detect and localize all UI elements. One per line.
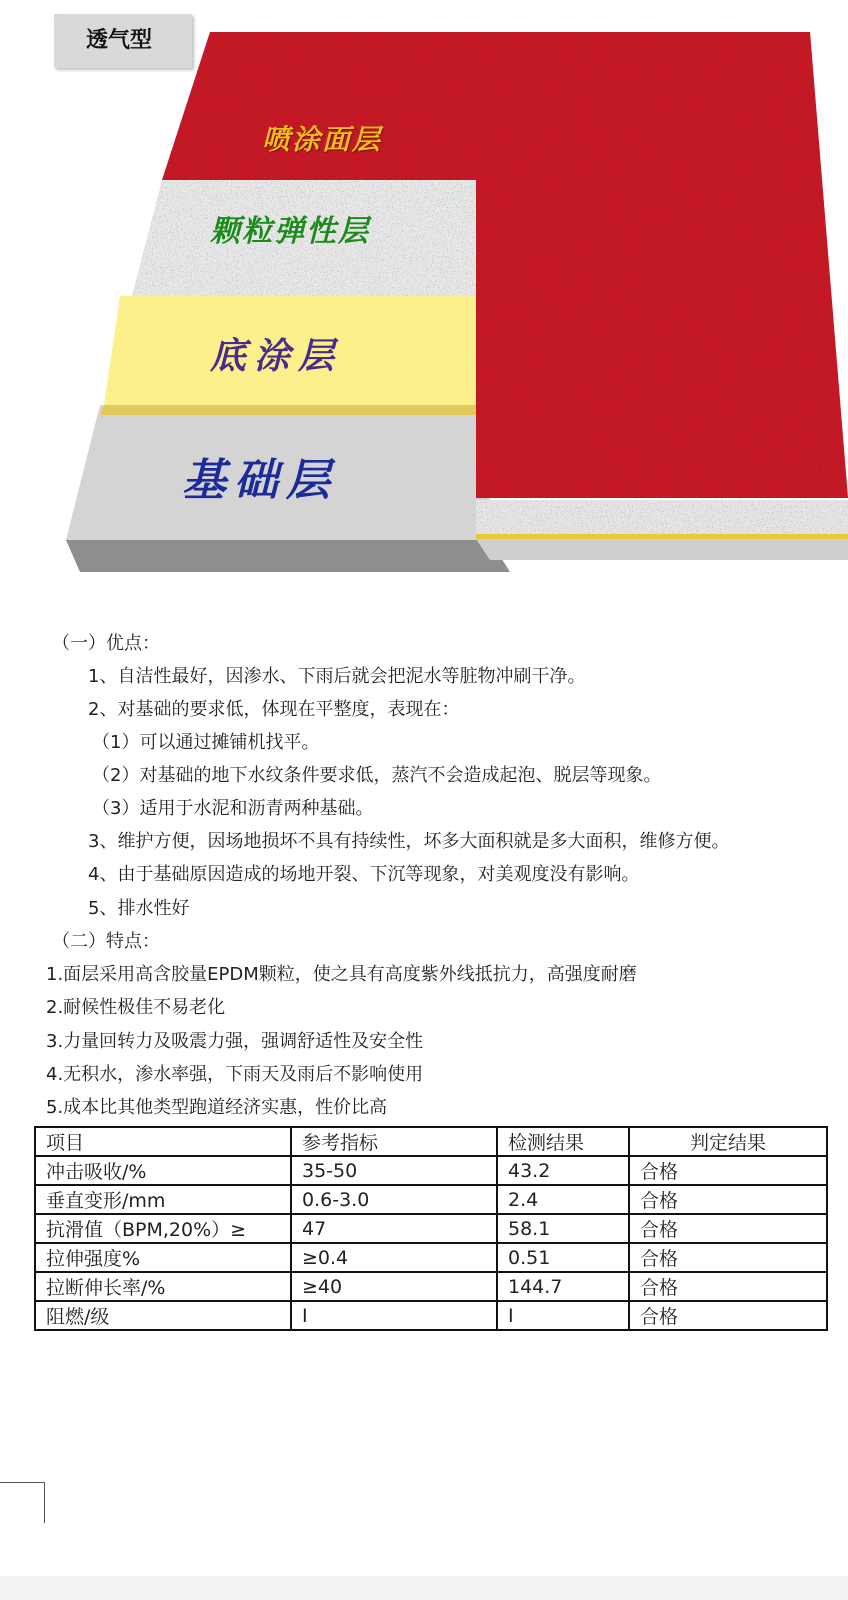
table-cell: 2.4 <box>497 1185 629 1214</box>
feature-item: 2.耐候性极佳不易老化 <box>46 997 226 1018</box>
advantage-subitem: （2）对基础的地下水纹条件要求低，蒸汽不会造成起泡、脱层等现象。 <box>92 765 662 786</box>
header-cell-item: 项目 <box>35 1127 291 1156</box>
label-granule-layer: 颗粒弹性层 <box>210 214 370 249</box>
advantage-item: 3、维护方便，因场地损坏不具有持续性，坏多大面积就是多大面积，维修方便。 <box>88 831 730 852</box>
table-cell: 144.7 <box>497 1272 629 1301</box>
advantage-item: 5、排水性好 <box>88 898 190 919</box>
table-cell: 拉断伸长率/% <box>35 1272 291 1301</box>
table-cell: ≥0.4 <box>291 1243 497 1272</box>
table-cell: 合格 <box>629 1301 827 1330</box>
table-cell: 43.2 <box>497 1156 629 1185</box>
advantage-subitem: （3）适用于水泥和沥青两种基础。 <box>92 798 374 819</box>
table-cell: 阻燃/级 <box>35 1301 291 1330</box>
bottom-bar <box>0 1576 848 1600</box>
header-cell-reference: 参考指标 <box>291 1127 497 1156</box>
advantage-subitem: （1）可以通过摊铺机找平。 <box>92 732 320 753</box>
table-cell: 合格 <box>629 1272 827 1301</box>
features-heading: （二）特点： <box>52 931 160 952</box>
table-cell: 合格 <box>629 1185 827 1214</box>
layer-structure-diagram <box>0 0 848 600</box>
header-cell-judgement: 判定结果 <box>629 1127 827 1156</box>
table-cell: 冲击吸收/% <box>35 1156 291 1185</box>
table-cell: I <box>497 1301 629 1330</box>
type-badge: 透气型 <box>54 14 192 68</box>
table-cell: ≥40 <box>291 1272 497 1301</box>
header-cell-result: 检测结果 <box>497 1127 629 1156</box>
feature-item: 5.成本比其他类型跑道经济实惠，性价比高 <box>46 1097 388 1118</box>
label-base-layer: 基础层 <box>182 455 338 506</box>
spec-table <box>34 1126 828 1331</box>
advantage-item: 2、对基础的要求低，体现在平整度，表现在： <box>88 699 460 720</box>
table-row <box>35 1301 827 1330</box>
crop-corner-mark <box>0 1482 45 1523</box>
table-cell: 抗滑值（BPM,20%）≥ <box>35 1214 291 1243</box>
table-header-row <box>35 1127 827 1156</box>
table-cell: 58.1 <box>497 1214 629 1243</box>
table-cell: 合格 <box>629 1243 827 1272</box>
table-row <box>35 1214 827 1243</box>
table-cell: 合格 <box>629 1156 827 1185</box>
table-row <box>35 1185 827 1214</box>
advantage-item: 4、由于基础原因造成的场地开裂、下沉等现象，对美观度没有影响。 <box>88 864 640 885</box>
feature-item: 4.无积水，渗水率强，下雨天及雨后不影响使用 <box>46 1064 424 1085</box>
table-row <box>35 1272 827 1301</box>
table-cell: 0.51 <box>497 1243 629 1272</box>
table-cell: 47 <box>291 1214 497 1243</box>
table-cell: 拉伸强度% <box>35 1243 291 1272</box>
table-cell: 垂直变形/mm <box>35 1185 291 1214</box>
table-cell: 35-50 <box>291 1156 497 1185</box>
feature-item: 3.力量回转力及吸震力强，强调舒适性及安全性 <box>46 1031 424 1052</box>
feature-item: 1.面层采用高含胶量EPDM颗粒，使之具有高度紫外线抵抗力，高强度耐磨 <box>46 964 637 985</box>
table-row <box>35 1243 827 1272</box>
table-cell: 0.6-3.0 <box>291 1185 497 1214</box>
label-primer-layer: 底涂层 <box>210 336 343 377</box>
label-top-layer: 喷涂面层 <box>262 123 383 156</box>
table-cell: 合格 <box>629 1214 827 1243</box>
table-row <box>35 1156 827 1185</box>
advantage-item: 1、自洁性最好，因渗水、下雨后就会把泥水等脏物冲刷干净。 <box>88 666 586 687</box>
table-cell: I <box>291 1301 497 1330</box>
advantages-heading: （一）优点： <box>52 633 160 654</box>
